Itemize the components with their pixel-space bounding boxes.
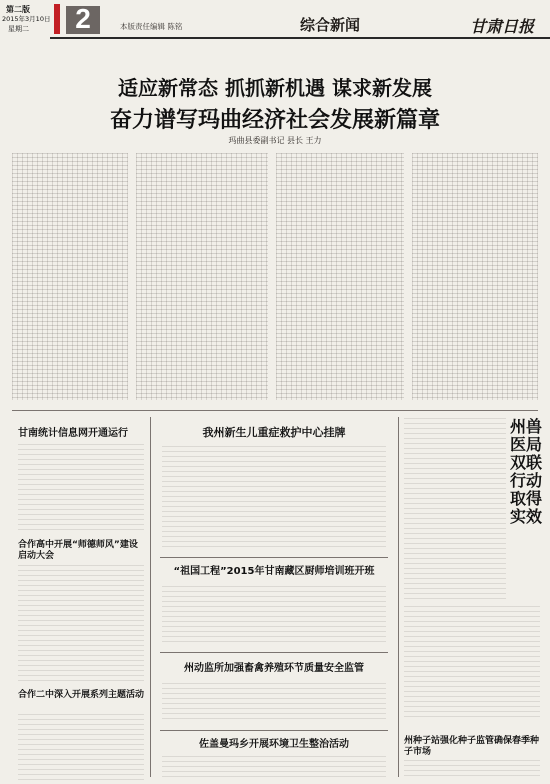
lead-headline: 适应新常态 抓抓新机遇 谋求新发展 [118, 76, 432, 100]
masthead-rule [50, 37, 550, 39]
article-title-4: 我州新生儿重症救护中心挂牌 [202, 426, 346, 439]
article-body-2 [18, 565, 144, 681]
masthead-date-box [0, 0, 51, 38]
article-body-5 [162, 586, 386, 644]
article-body-3 [18, 714, 144, 780]
article-body-8-bottom [404, 606, 540, 720]
article-body-1 [18, 444, 144, 532]
article-body-6 [162, 683, 386, 723]
article-title-8: 州兽医局双联行动取得实效 [510, 417, 543, 526]
article-title-1: 甘南统计信息网开通运行 [18, 428, 128, 439]
article-title-2: 合作高中开展“师德师风”建设启动大会 [18, 540, 138, 561]
red-stripe [54, 4, 60, 34]
article-title-7: 佐盖曼玛乡开展环境卫生整治活动 [199, 739, 349, 750]
lead-byline: 玛曲县委副书记 县长 王力 [228, 136, 322, 145]
article-body-9 [404, 760, 540, 780]
article-title-3: 合作二中深入开展系列主题活动 [18, 690, 145, 700]
lower-mid-rule-2 [160, 652, 388, 653]
date-text: 2015年3月10日 [2, 15, 51, 23]
weekday-text: 星期二 [8, 25, 29, 33]
lead-column-4 [412, 153, 538, 400]
lead-column-1 [12, 153, 128, 400]
lower-right-divider [398, 417, 399, 777]
editor-note: 本版责任编辑 陈铭 [120, 22, 183, 31]
section-title: 综合新闻 [300, 16, 361, 34]
article-body-4 [162, 446, 386, 550]
article-title-5: “祖国工程”2015年甘南藏区厨师培训班开班 [173, 566, 375, 577]
lead-subheadline: 奋力谱写玛曲经济社会发展新篇章 [109, 108, 440, 133]
lower-mid-rule-3 [160, 730, 388, 731]
masthead [0, 0, 550, 38]
article-body-7 [162, 756, 386, 780]
article-title-9: 州种子站强化种子监管确保春季种子市场 [404, 736, 540, 757]
section-left-label: 第二版 [6, 5, 30, 14]
paper-name: 甘肃日报 [470, 17, 535, 36]
lead-column-3 [276, 153, 404, 400]
article-title-6: 州动监所加强畜禽养殖环节质量安全监管 [184, 663, 364, 674]
lead-divider-bottom [12, 410, 538, 411]
article-body-8-left [404, 418, 506, 602]
lower-mid-rule-1 [160, 557, 388, 558]
lead-column-2 [136, 153, 268, 400]
page-number: 2 [75, 3, 91, 34]
lower-left-divider [150, 417, 151, 777]
